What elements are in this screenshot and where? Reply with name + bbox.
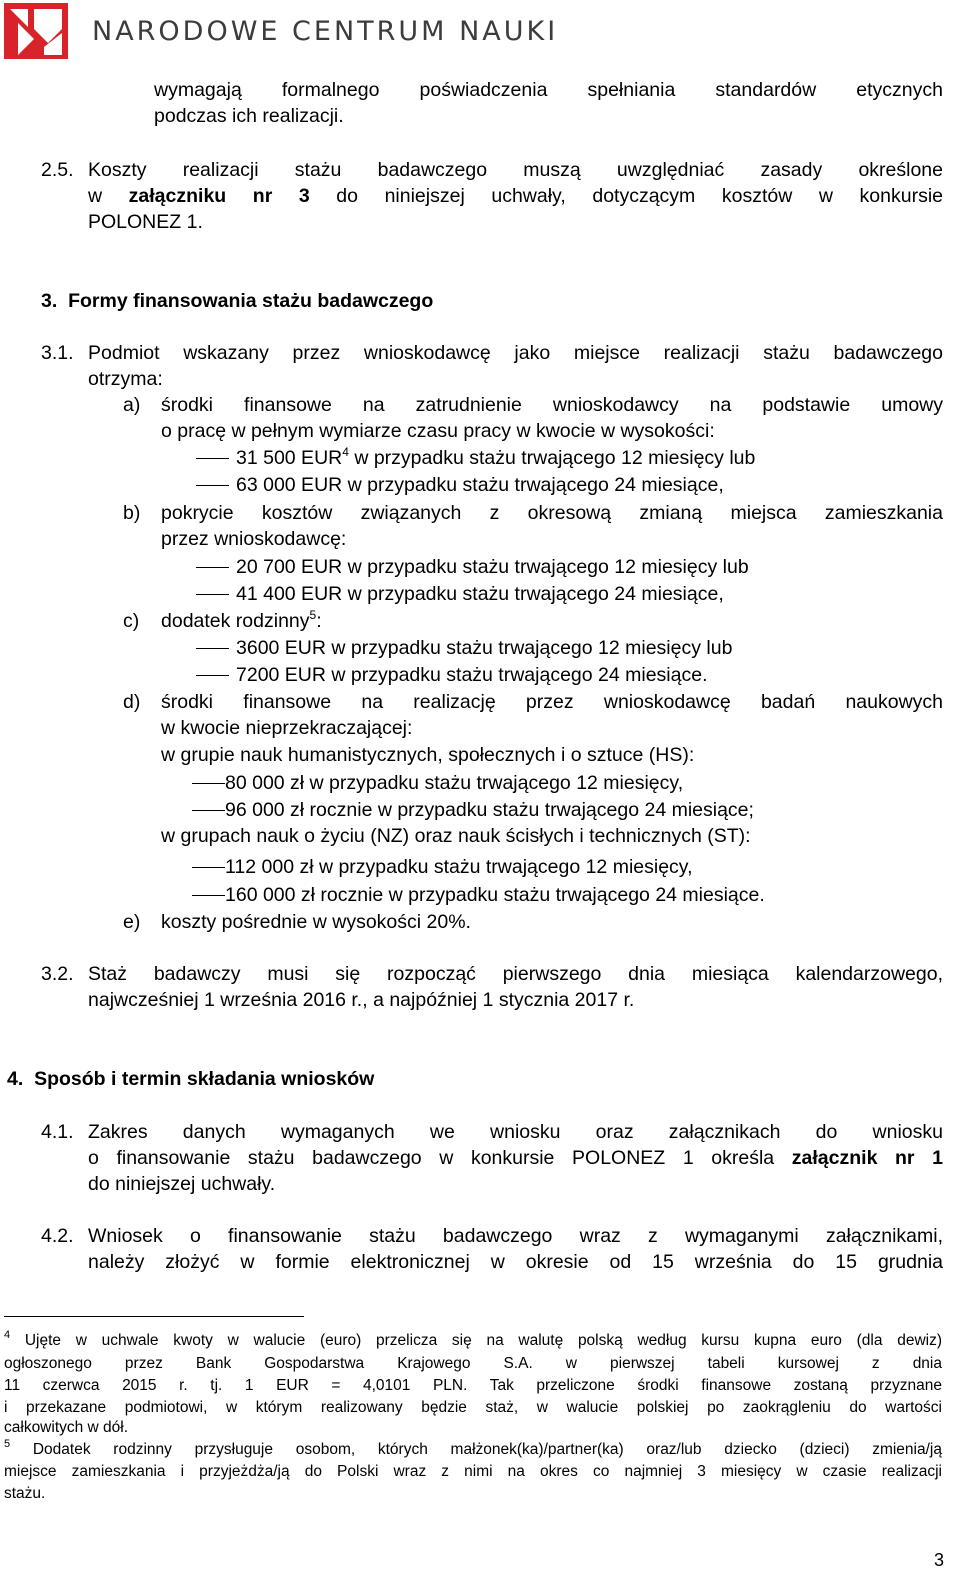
list-item-line: o pracę w pełnym wymiarze czasu pracy w kwocie w wysokości:	[161, 420, 715, 442]
sub-item: 80 000 zł w przypadku stażu trwającego 12 miesięcy,	[225, 772, 684, 794]
paragraph-line: należy złożyć w formie elektronicznej w okresie od 15 września do 15 grudnia	[88, 1251, 943, 1273]
sub-item: 160 000 zł rocznie w przypadku stażu trwającego 24 miesiące.	[225, 884, 765, 906]
dash-bullet	[196, 567, 229, 568]
section-heading: 3. Formy finansowania stażu badawczego	[41, 290, 434, 312]
sub-item: 20 700 EUR w przypadku stażu trwającego 12 miesięcy lub	[236, 556, 749, 578]
section-number: 4.1.	[41, 1121, 74, 1143]
list-marker: a)	[123, 394, 141, 416]
footnote-4: $^4$ Ujęte w uchwale kwoty w walucie (euro) przelicza się na walutę polską według kursu kupna euro (dla dewiz)	[4, 1329, 942, 1349]
footnote-line: i przekazane podmiotowi, w którym realizowany będzie staż, w walucie polskiej po zaokrągleniu do wartości	[4, 1399, 942, 1416]
paragraph-line: wymagają formalnego poświadczenia spełniania standardów etycznych	[154, 79, 943, 101]
annex-reference: załącznik nr 1	[791, 1147, 943, 1169]
dash-bullet	[192, 810, 225, 811]
footnote-line: całkowitych w dół.	[4, 1419, 129, 1436]
list-item-line: w grupie nauk humanistycznych, społecznych i o sztuce (HS):	[161, 744, 695, 766]
footnote-line: stażu.	[4, 1485, 46, 1502]
paragraph-line: podczas ich realizacji.	[154, 105, 344, 127]
footnote-line: ogłoszonego przez Bank Gospodarstwa Krajowego S.A. w pierwszej tabeli kursowej z dnia	[4, 1355, 942, 1372]
dash-bullet	[196, 648, 229, 649]
dash-bullet	[196, 675, 229, 676]
list-item-line: w grupach nauk o życiu (NZ) oraz nauk ścisłych i technicznych (ST):	[161, 825, 751, 847]
sub-item: 31 500 EUR$^4$ w przypadku stażu trwającego 12 miesięcy lub	[236, 445, 756, 469]
paragraph-line: w załączniku nr 3 do niniejszej uchwały, dotyczącym kosztów w konkursie	[88, 185, 944, 207]
list-marker: e)	[123, 911, 141, 933]
dash-bullet	[196, 458, 229, 459]
footnote-line: 11 czerwca 2015 r. tj. 1 EUR = 4,0101 PLN. Tak przeliczone środki finansowe zostaną przyznane	[4, 1377, 942, 1394]
list-marker: d)	[123, 691, 141, 713]
sub-item: 3600 EUR w przypadku stażu trwającego 12 miesięcy lub	[236, 637, 733, 659]
paragraph-line: najwcześniej 1 września 2016 r., a najpóźniej 1 stycznia 2017 r.	[88, 989, 635, 1011]
list-item-line: środki finansowe na zatrudnienie wnioskodawcy na podstawie umowy	[161, 394, 943, 416]
list-item-line: pokrycie kosztów związanych z okresową zmianą miejsca zamieszkania	[161, 502, 943, 524]
sub-item: 96 000 zł rocznie w przypadku stażu trwającego 24 miesiące;	[225, 799, 754, 821]
paragraph-line: o finansowanie stażu badawczego w konkursie POLONEZ 1 określa załącznik nr 1	[88, 1147, 943, 1169]
footnote-line: miejsce zamieszkania i przyjeżdża/ją do Polski wraz z nimi na okres co najmniej 3 miesięcy w czasie realizacji	[4, 1463, 942, 1480]
dash-bullet	[192, 895, 225, 896]
footnote-5: $^5$ Dodatek rodzinny przysługuje osobom, których małżonek(ka)/partner(ka) oraz/lub dziecko (dzieci) zmienia/ją	[4, 1438, 942, 1458]
dash-bullet	[192, 867, 225, 868]
paragraph-line: Staż badawczy musi się rozpocząć pierwszego dnia miesiąca kalendarzowego,	[88, 963, 943, 985]
list-item-line: koszty pośrednie w wysokości 20%.	[161, 911, 471, 933]
footnote-ref: 5	[309, 608, 317, 622]
footnote-number: 5	[4, 1438, 11, 1450]
footnote-separator	[4, 1316, 304, 1317]
page-number: 3	[934, 1550, 945, 1570]
list-item-line: środki finansowe na realizację przez wnioskodawcę badań naukowych	[161, 691, 943, 713]
section-number: 3.2.	[41, 963, 74, 985]
paragraph-line: Podmiot wskazany przez wnioskodawcę jako miejsce realizacji stażu badawczego	[88, 342, 943, 364]
dash-bullet	[192, 783, 225, 784]
paragraph-line: otrzyma:	[88, 368, 163, 390]
sub-item: 63 000 EUR w przypadku stażu trwającego 24 miesiące,	[236, 474, 724, 496]
list-item-line: przez wnioskodawcę:	[161, 528, 347, 550]
logo-text: NARODOWE CENTRUM NAUKI	[92, 16, 559, 47]
dash-bullet	[196, 485, 229, 486]
list-marker: c)	[123, 610, 140, 632]
ncn-logo	[4, 3, 68, 59]
paragraph-line: POLONEZ 1.	[88, 211, 203, 233]
paragraph-line: Wniosek o finansowanie stażu badawczego wraz z wymaganymi załącznikami,	[88, 1225, 943, 1247]
section-number: 4.2.	[41, 1225, 74, 1247]
list-item-line: w kwocie nieprzekraczającej:	[161, 717, 413, 739]
sub-item: 41 400 EUR w przypadku stażu trwającego 24 miesiące,	[236, 583, 724, 605]
paragraph-line: do niniejszej uchwały.	[88, 1173, 276, 1195]
footnote-number: 4	[4, 1329, 11, 1341]
footnote-ref: 4	[342, 445, 349, 459]
sub-item: 112 000 zł w przypadku stażu trwającego 12 miesięcy,	[225, 856, 693, 878]
section-heading: 4. Sposób i termin składania wniosków	[7, 1068, 375, 1090]
annex-reference: załączniku nr 3	[128, 185, 310, 207]
section-number: 2.5.	[41, 159, 74, 181]
paragraph-line: Koszty realizacji stażu badawczego muszą uwzględniać zasady określone	[88, 159, 943, 181]
paragraph-line: Zakres danych wymaganych we wniosku oraz załącznikach do wniosku	[88, 1121, 943, 1143]
dash-bullet	[196, 594, 229, 595]
list-item-line: dodatek rodzinny$^5$:	[161, 608, 322, 632]
section-number: 3.1.	[41, 342, 74, 364]
list-marker: b)	[123, 502, 141, 524]
sub-item: 7200 EUR w przypadku stażu trwającego 24 miesiące.	[236, 664, 708, 686]
